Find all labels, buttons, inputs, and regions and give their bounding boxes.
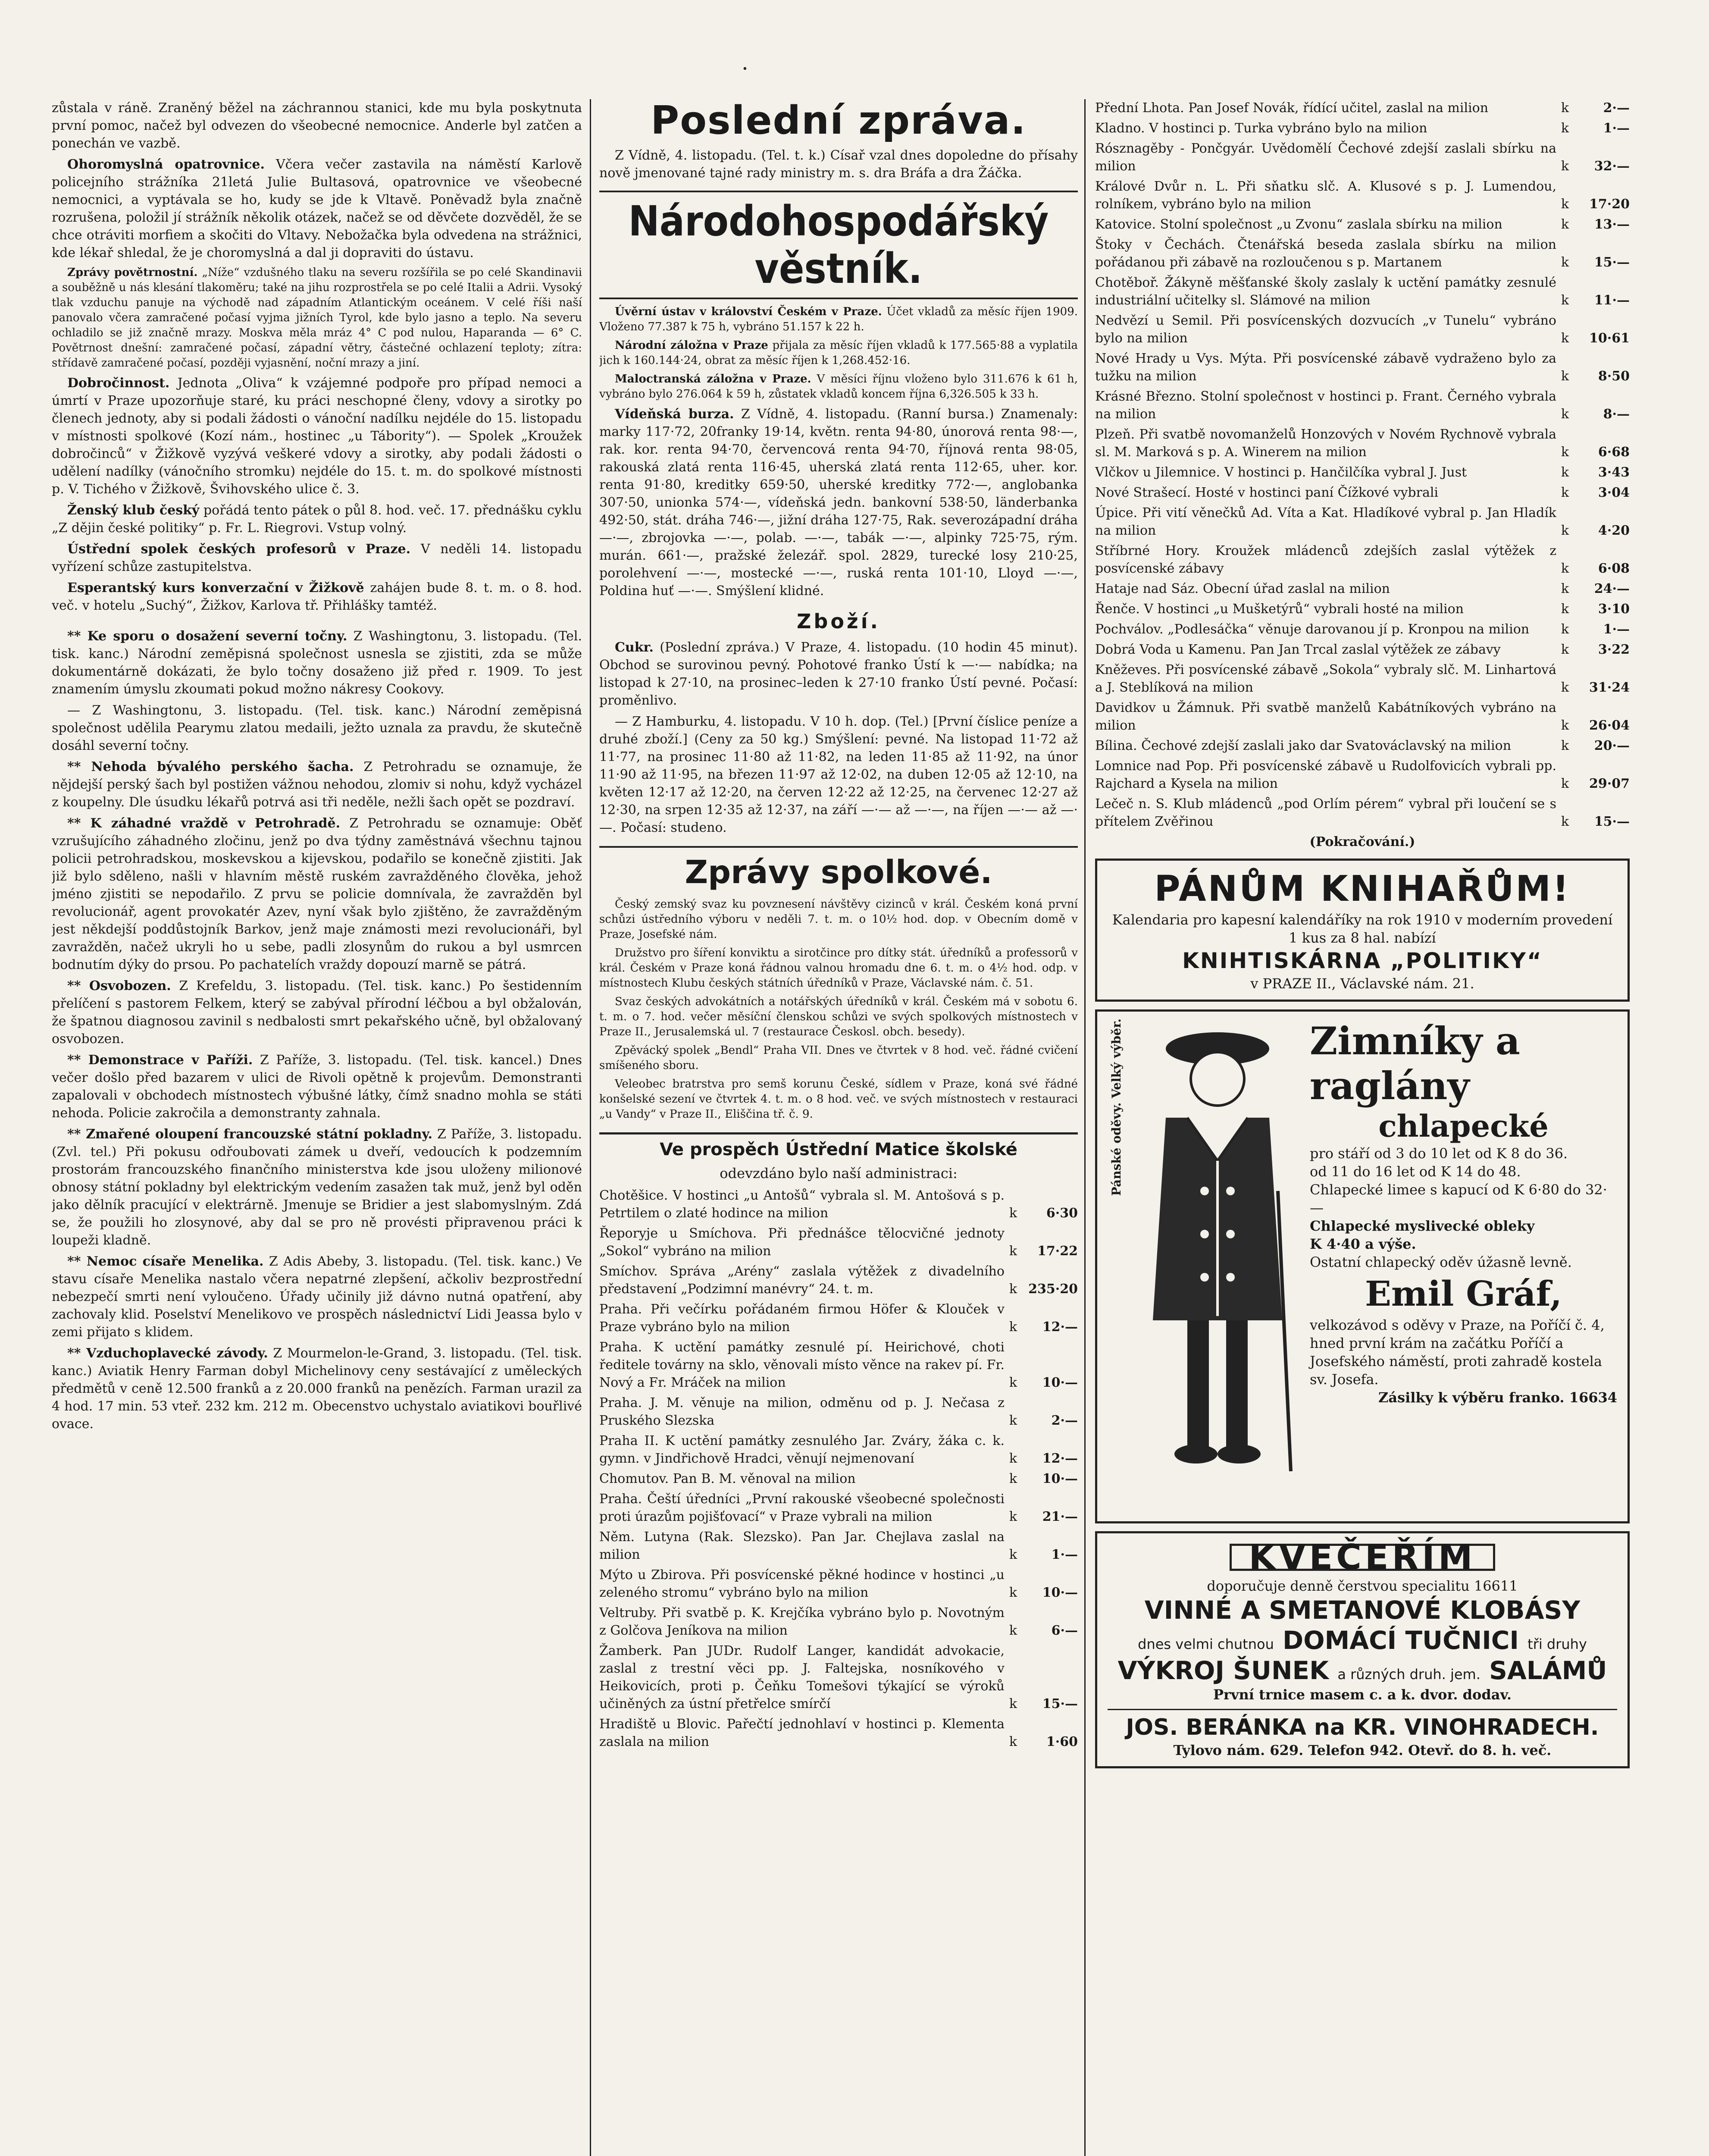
donation-text: Něm. Lutyna (Rak. Slezsko). Pan Jar. Chejlava zaslal na milion — [599, 1529, 1005, 1562]
donation-amount: 3·22 — [1598, 642, 1630, 657]
donation-item — [1095, 119, 1630, 137]
section-heading: Zprávy spolkové. — [599, 846, 1078, 892]
ad-line: První trnice masem c. a k. dvor. dodav. — [1213, 1686, 1512, 1703]
donation-currency: k — [1009, 1509, 1017, 1524]
donation-item — [1095, 236, 1630, 271]
ad-address: v PRAZE II., Václavské nám. 21. — [1250, 975, 1474, 992]
paragraph — [52, 1125, 582, 1249]
paragraph-label: ** Nemoc císaře Menelika. — [67, 1254, 264, 1269]
donation-item — [1095, 737, 1630, 755]
donation-item — [1095, 542, 1630, 577]
donation-amount: 8·— — [1603, 407, 1630, 422]
paragraph-label: ** Demonstrace v Paříži. — [67, 1053, 253, 1068]
paragraph-label: Esperantský kurs konverzační v Žižkově — [67, 580, 364, 595]
paragraph-text: Z Paříže, 3. listopadu. (Zvl. tel.) Při pokusu odřoubovati zámek u dveří, vedoucích k podzemním prostorám francouzského finančního ministerstva kde jsou uloženy milionové obnosy státní pokladny byl elektrickým vedením zasažen tak muž, jenž byl oděn jako dělník pracující v elektrárně. Jmenuje se Bridier a jest slabomyslným. Zdá se, že použili ho zlosynové, aby dal se pro ně provésti připravenou práci k loupeži kladně. — [52, 1127, 582, 1248]
donation-amount: 4·20 — [1598, 523, 1630, 538]
paragraph — [52, 977, 582, 1048]
donation-currency: k — [1561, 814, 1569, 829]
donation-text: Štoky v Čechách. Čtenářská beseda zaslala sbírku na milion pořádanou při zábavě na rozloučenou s p. Martanem — [1095, 237, 1556, 270]
paragraph-text: Z Washingtonu, 3. listopadu. (Tel. tisk. kanc.) Národní zeměpisná společnost usnesla se zjistiti, zda se může dokumentárně dokázati, že bylo točny dosaženo již před r. 1909. To jest znamením úmyslu zkoumati pokud možno nákresy Cookovy. — [52, 629, 582, 697]
donation-item — [599, 1263, 1078, 1298]
paragraph-text: Účet vkladů za měsíc říjen 1909. Vloženo 77.387 k 75 h, vybráno 51.157 k 22 h. — [599, 305, 1078, 333]
donation-amount: 2·— — [1603, 100, 1630, 116]
donation-amount: 2·— — [1051, 1413, 1078, 1428]
ad-subtitle: chlapecké — [1378, 1108, 1549, 1144]
donation-currency: k — [1561, 121, 1569, 136]
donation-amount: 3·43 — [1598, 465, 1630, 480]
paragraph — [52, 815, 582, 974]
donation-text: Mýto u Zbirova. Při posvícenské pěkné hodince v hostinci „u zeleného stromu“ vybráno bylo na milion — [599, 1567, 1005, 1600]
donation-item — [599, 1432, 1078, 1467]
donation-currency: k — [1561, 293, 1569, 308]
paragraph-text: Z Petrohradu se oznamuje, že nějdejší perský šach byl postižen vážnou nehodou, zlomiv si nohu, když vycházel z koupelny. Dle úsudku lékařů potrvá asi tři neděle, nežli šach opět se pozdraví. — [52, 759, 582, 810]
donation-item — [1095, 388, 1630, 423]
newspaper-page — [43, 99, 1664, 2156]
donation-currency: k — [1561, 581, 1569, 596]
donation-amount: 1·60 — [1046, 1734, 1078, 1749]
paragraph-text: Včera večer zastavila na náměstí Karlově policejního strážníka 21letá Julie Bultasová, opatrovnice ve všeobecné nemocnici, a vyptávala se ho, kudy se jde k Vltavě. Poněvadž byla značně rozrušena, položil jí strážník několik otázek, načež se od děvčete dozvěděl, že se chce otráviti morfiem a skočiti do Vltavy. Nebožačka byla odvedena na strážnici, kde lékař shledal, že je choromyslná a dal ji dopraviti do ústavu. — [52, 157, 582, 260]
paragraph-label: Vídeňská burza. — [615, 407, 734, 422]
donation-amount: 13·— — [1594, 217, 1630, 232]
donation-amount: 29·07 — [1589, 776, 1630, 791]
paragraph-label: Maloctranská záložna v Praze. — [615, 373, 811, 385]
donation-item — [1095, 274, 1630, 309]
donation-currency: k — [1561, 561, 1569, 576]
donation-currency: k — [1561, 159, 1569, 174]
ad-firm: Emil Gráf, — [1365, 1273, 1562, 1314]
paragraph-label: ** Vzduchoplavecké závody. — [67, 1346, 268, 1361]
donation-item — [599, 1490, 1078, 1526]
ad-sausages — [1095, 1531, 1630, 1768]
paragraph: — Z Washingtonu, 3. listopadu. (Tel. tisk. kanc.) Národní zeměpisná společnost udělila Pearymu zlatou medaili, ježto uznala za pravdu, že skutečně dosáhl severní točny. — [52, 703, 582, 753]
donation-item — [1095, 140, 1630, 175]
donation-item — [1095, 216, 1630, 233]
donation-text: Vlčkov u Jilemnice. V hostinci p. Hančilčíka vybral J. Just — [1095, 465, 1467, 480]
donation-currency: k — [1561, 738, 1569, 753]
donation-currency: k — [1561, 485, 1569, 500]
donation-currency: k — [1009, 1206, 1017, 1221]
ad-line: Chlapecké myslivecké obleky — [1310, 1218, 1535, 1234]
donation-currency: k — [1009, 1585, 1017, 1600]
ad-line-part: tři druhy — [1527, 1636, 1587, 1652]
donation-item — [1095, 312, 1630, 347]
donation-currency: k — [1009, 1413, 1017, 1428]
donation-amount: 6·— — [1051, 1623, 1078, 1638]
paragraph: Zpěvácký spolek „Bendl“ Praha VII. Dnes ve čtvrtek v 8 hod. več. řádné cvičení smíšeného sboru. — [599, 1044, 1078, 1072]
paragraph-label: ** Nehoda bývalého perského šacha. — [67, 759, 354, 774]
paragraph — [599, 338, 1078, 368]
column-rule — [590, 99, 591, 2156]
donation-amount: 24·— — [1594, 581, 1630, 596]
paragraph-label: Ústřední spolek českých profesorů v Praze. — [67, 542, 411, 557]
donation-item — [599, 1566, 1078, 1601]
donation-amount: 1·— — [1603, 622, 1630, 637]
donation-currency: k — [1009, 1471, 1017, 1486]
donation-text: Praha. Čeští úředníci „První rakouské všeobecné společnosti proti úrazům pojišťovací“ v Praze vybrali na milion — [599, 1492, 1005, 1524]
ad-line: od 11 do 16 let od K 14 do 48. — [1310, 1163, 1521, 1180]
donation-text: Davidkov u Žámnuk. Při svatbě manželů Kabátníkových vybráno na milion — [1095, 700, 1556, 733]
ad-side-text: Pánské oděvy. Velký výběr. — [1109, 1018, 1124, 1196]
paragraph-label: Ohoromyslná opatrovnice. — [67, 157, 265, 172]
continued-note: (Pokračování.) — [1309, 834, 1415, 849]
column-middle — [599, 99, 1078, 2156]
paragraph: Český zemský svaz ku povznesení návštěvy cizinců v král. Českém koná první schůzi ústředního výboru v neděli 7. t. m. o 10½ hod. dop. v Obecním domě v Praze, Josefské nám. — [599, 898, 1078, 941]
donation-text: Praha II. K uctění památky zesnulého Jar. Zváry, žáka c. k. gymn. v Jindřichově Hradci, věnují nejmenovaní — [599, 1433, 1005, 1466]
donation-text: Krásné Březno. Stolní společnost v hostinci p. Frant. Černého vybrala na milion — [1095, 389, 1556, 422]
paragraph-text: Z Vídně, 4. listopadu. (Ranní bursa.) Znamenaly: marky 117·72, 20franky 19·14, květn. renta 94·80, únorová renta 98·—, rak. kor. renta 94·70, červencová renta 94·70, říjnová renta 98·05, rakouská zlatá renta 116·45, uherská zlatá renta 112·65, uher. kor. renta 91·80, kreditky 659·50, uherské kreditky 772·—, anglobanka 307·50, unionka 574·—, vídeňská jedn. bankovní 538·50, länderbanka 492·50, stát. dráha 746·—, jižní dráha 127·75, Rak. severozápadní dráha —·—, zbrojovka —·—, polab. —·—, tabák —·—, alpinky 725·75, rým. murán. 661·—, pražské železář. spol. 2829, turecké losy 210·25, porolehvení —·—, mostecké —·—, ruská renta 101·10, Lloyd —·—, Poldina huť —·—. Smýšlení klidné. — [599, 407, 1078, 599]
donation-amount: 12·— — [1042, 1319, 1078, 1335]
print-mark: · — [742, 56, 748, 81]
donation-item — [1095, 757, 1630, 793]
ad-line-part: SALÁMŮ — [1489, 1656, 1607, 1685]
weather-report — [52, 265, 582, 371]
ad-line: VINNÉ A SMETANOVÉ KLOBÁSY — [1144, 1595, 1581, 1625]
donation-amount: 3·10 — [1598, 602, 1630, 617]
paragraph — [52, 579, 582, 614]
donation-currency: k — [1009, 1547, 1017, 1562]
paragraph: Z Vídně, 4. listopadu. (Tel. t. k.) Císař vzal dnes dopoledne do přísahy nově jmenované tajné rady ministry m. s. dra Bráfa a dra Žáčka. — [599, 148, 1078, 181]
paragraph: — Z Hamburku, 4. listopadu. V 10 h. dop. (Tel.) [První číslice peníze a druhé zboží.] (Ceny za 50 kg.) Smýšlení: pevné. Na listopad 11·72 až 11·77, na prosinec 11·80 až 11·82, na leden 11·85 až 11·92, na únor 11·90 až 11·95, na březen 11·97 až 12·02, na duben 12·05 až 12·10, na květen 12·17 až 12·20, na červen 12·22 až 12·25, na červenec 12·27 až 12·30, na srpen 12·35 až 12·37, na září —·— až —·—, na říjen —·— až —·—. Počasí: studeno. — [599, 714, 1078, 835]
ad-title: PÁNŮM KNIHAŘŮM! — [1154, 868, 1571, 909]
paragraph — [599, 372, 1078, 402]
donation-currency: k — [1561, 369, 1569, 384]
ad-tail: Zásilky k výběru franko. 16634 — [1378, 1389, 1617, 1406]
donation-amount: 10·— — [1042, 1375, 1078, 1390]
ad-line-part: a různých druh. jem. — [1337, 1666, 1481, 1683]
donation-text: Králové Dvůr n. L. Při sňatku slč. A. Klusové s p. J. Lumendou, rolníkem, vybráno bylo na milion — [1095, 179, 1556, 212]
donation-currency: k — [1561, 622, 1569, 637]
donation-text: Řeporyje u Smíchova. Při přednášce tělocvičné jednoty „Sokol“ vybráno na milion — [599, 1226, 1005, 1259]
ad-line: pro stáří od 3 do 10 let od K 8 do 36. — [1310, 1145, 1568, 1162]
donation-amount: 32·— — [1594, 159, 1630, 174]
donation-amount: 6·68 — [1598, 445, 1630, 460]
donation-item — [599, 1225, 1078, 1260]
donation-amount: 10·61 — [1589, 331, 1630, 346]
donation-amount: 21·— — [1042, 1509, 1078, 1524]
donation-item — [1095, 504, 1630, 539]
paragraph — [52, 156, 582, 262]
donation-item — [1095, 795, 1630, 830]
donation-currency: k — [1009, 1696, 1017, 1711]
donation-text: Řenče. V hostinci „u Mušketýrů“ vybrali hosté na milion — [1095, 602, 1464, 617]
donation-currency: k — [1561, 217, 1569, 232]
donation-currency: k — [1009, 1623, 1017, 1638]
paragraph-label: ** K záhadné vraždě v Petrohradě. — [67, 816, 341, 831]
paragraph — [52, 1344, 582, 1433]
donation-amount: 6·30 — [1046, 1206, 1078, 1221]
donation-currency: k — [1009, 1375, 1017, 1390]
donation-currency: k — [1561, 523, 1569, 538]
donation-currency: k — [1561, 331, 1569, 346]
donation-currency: k — [1561, 255, 1569, 270]
donation-amount: 20·— — [1594, 738, 1630, 753]
paragraph-text: zahájen bude 8. t. m. o 8. hod. več. v hotelu „Suchý“, Žižkov, Karlova tř. Přihlášky tamtéž. — [52, 580, 582, 613]
donation-text: Kladno. V hostinci p. Turka vybráno bylo na milion — [1095, 121, 1427, 136]
paragraph-label: Dobročinnost. — [67, 376, 170, 391]
donation-currency: k — [1561, 718, 1569, 733]
donation-text: Nedvězí u Semil. Při posvícenských dozvucích „v Tunelu“ vybráno bylo na milion — [1095, 313, 1556, 346]
donation-currency: k — [1561, 776, 1569, 791]
ad-title: Zimníky a raglány — [1310, 1018, 1520, 1108]
donation-item — [1095, 426, 1630, 461]
donation-currency: k — [1009, 1282, 1017, 1297]
donation-text: Nové Strašecí. Hosté v hostinci paní Čížkové vybrali — [1095, 485, 1439, 500]
paragraph-text: Z Krefeldu, 3. listopadu. (Tel. tisk. kanc.) Po šestidenním přelíčení s pastorem Felkem, který se zabýval přírodní léčbou a byl obžalován, že špatnou diagnosou zavinil s nedbalosti smrt pekařského učně, byl obžalovaný osvobozen. — [52, 978, 582, 1047]
donation-currency: k — [1561, 465, 1569, 480]
donation-amount: 6·08 — [1598, 561, 1630, 576]
paragraph: Svaz českých advokátních a notářských úředníků v král. Českém má v sobotu 6. t. m. o 7. hod. večer měsíční členskou schůzi ve svých spolkových místnostech v Praze II., Jerusalemská ul. 7 (restaurace Českosl. obch. besedy). — [599, 995, 1078, 1038]
paragraph-label: ** Ke sporu o dosažení severní točny. — [67, 629, 347, 644]
paragraph: Družstvo pro šíření konviktu a sirotčince pro dítky stát. úředníků a professorů v král. Českém v Praze koná řádnou valnou hromadu dne 6. t. m. o 4½ hod. odp. v místnostech Klubu českých státních úředníků v Praze, Václavské nám. č. 51. — [599, 946, 1078, 990]
paragraph-label: Národní záložna v Praze — [615, 339, 768, 352]
ad-title: KVEČEŘÍM — [1230, 1544, 1496, 1571]
donation-text: Hradiště u Blovic. Pařečtí jednohlaví v hostinci p. Klementa zaslala na milion — [599, 1717, 1005, 1749]
donation-list — [1095, 99, 1630, 830]
donation-amount: 26·04 — [1589, 718, 1630, 733]
paragraph-text: pořádá tento pátek o půl 8. hod. več. 17. přednášku cyklu „Z dějin české politiky“ p. Fr. L. Riegrovi. Vstup volný. — [52, 503, 582, 536]
ad-line: Chlapecké limee s kapucí od K 6·80 do 32·— — [1310, 1181, 1607, 1216]
ad-address: Tylovo nám. 629. Telefon 942. Otevř. do 8. h. več. — [1173, 1742, 1552, 1758]
ad-line: Ostatní chlapecký oděv úžasně levně. — [1310, 1254, 1572, 1270]
paragraph — [52, 1253, 582, 1341]
paragraph-label: ** Zmařené oloupení francouzské státní pokladny. — [67, 1127, 433, 1142]
donation-currency: k — [1561, 602, 1569, 617]
donation-text: Veltruby. Při svatbě p. K. Krejčíka vybráno bylo p. Novotným z Golčova Jeníkova na milion — [599, 1605, 1005, 1638]
column-left — [52, 99, 582, 2156]
paragraph-label: Zprávy povětrnostní. — [67, 266, 198, 279]
donation-amount: 10·— — [1042, 1585, 1078, 1600]
section-heading: Poslední zpráva. — [651, 99, 1027, 143]
donation-amount: 8·50 — [1598, 369, 1630, 384]
paragraph — [52, 540, 582, 576]
donation-amount: 31·24 — [1589, 680, 1630, 695]
column-right — [1095, 99, 1630, 2156]
donation-item — [599, 1394, 1078, 1429]
section-heading: Národohospodářský věstník. — [599, 191, 1078, 299]
ad-coats — [1095, 1009, 1630, 1523]
paragraph-text: „Níže“ vzdušného tlaku na severu rozšířila se po celé Skandinavii a souběžně u nás klesání tlakoměru; také na jihu rozprostřela se po celé Italii a Adrii. Vysoký tlak vzduchu panuje na východě nad západním Atlantickým oceánem. V celé říši naší panovalo včera zamračené počasí vyjma jižních Tyrol, kde bylo jasno a teplo. Na severu ochladilo se již značně mrazy. Moskva měla mráz 4° C pod nulou, Haparanda — 6° C. Povětrnost dnešní: zamračené počasí, západní větry, částečné ochlazení teploty; zítra: střídavě zamračené počasí, později vyjasnění, noční mrazy a jiní. — [52, 266, 582, 370]
boy-illustration — [1136, 1018, 1299, 1514]
section-subheading: odevzdáno bylo naší administraci: — [720, 1165, 958, 1181]
donation-amount: 235·20 — [1028, 1282, 1078, 1297]
donation-item — [1095, 699, 1630, 734]
donation-item — [1095, 350, 1630, 385]
donation-currency: k — [1009, 1244, 1017, 1259]
donation-text: Nové Hrady u Vys. Mýta. Při posvícenské zábavě vydraženo bylo za tužku na milion — [1095, 351, 1556, 384]
donation-amount: 12·— — [1042, 1451, 1078, 1466]
donation-item — [599, 1187, 1078, 1222]
donation-item — [1095, 620, 1630, 638]
section-heading: Ve prospěch Ústřední Matice školské — [599, 1132, 1078, 1160]
ad-lines — [1310, 1144, 1617, 1271]
donation-text: Chotěšice. V hostinci „u Antošů“ vybrala sl. M. Antošová s p. Petrtilem o zlaté hodince na milion — [599, 1188, 1005, 1221]
paragraph: zůstala v ráně. Zraněný běžel na záchrannou stanici, kde mu byla poskytnuta první pomoc, načež byl odvezen do všeobecné nemocnice. Anderle byl zatčen a ponechán ve vazbě. — [52, 100, 582, 151]
paragraph-text: Z Adis Abeby, 3. listopadu. (Tel. tisk. kanc.) Ve stavu císaře Menelika nastalo včera nepatrné zlepšení, ačkoliv bezprostřední nebezpečí smrti není vyloučeno. Úřady učinily již dávno nutná opatření, aby zachovaly klid. Poselství Menelikovo ve prospěch následnictví Lidi Jeassa bylo v zemi přijato s klidem. — [52, 1254, 582, 1340]
donation-currency: k — [1561, 642, 1569, 657]
donation-amount: 1·— — [1051, 1547, 1078, 1562]
paragraph-label: ** Osvobozen. — [67, 978, 171, 993]
ad-line: K 4·40 a výše. — [1310, 1236, 1416, 1252]
donation-item — [599, 1470, 1078, 1488]
paragraph-text: Z Petrohradu se oznamuje: Oběť vzrušujícího záhadného zločinu, jenž po dva týdny zaměstnává všechnu tajnou policii petrohradskou, moskevskou a kijevskou, podařilo se konečně zjistiti. Jak již bylo sděleno, našli v hlavním městě ruském zavražděného člověka, jehož jméno zjistiti se nepodařilo. Z prvu se policie domnívala, že zavražděn byl revolucionář, agent provokatér Azev, nyní však bylo zjištěno, že zavražděným jest někdejší poddůstojník Barkov, jenž maje známosti mezi revolucionáři, byl zavražděn, načež ukryli ho u sebe, padli zlosynům do rukou a byl usmrcen bodnutím dýky do prsou. Po pachatelích vraždy dopouzí marně se pátrá. — [52, 816, 582, 972]
donation-text: Úpice. Při vití věnečků Ad. Víta a Kat. Hladíkové vybral p. Jan Hladík na milion — [1095, 505, 1556, 538]
column-rule — [1084, 99, 1086, 2156]
donation-text: Smíchov. Správa „Arény“ zaslala výtěžek z divadelního představení „Podzimní manévry“ 24. t. m. — [599, 1264, 1005, 1297]
donation-item — [1095, 464, 1630, 481]
ad-bookbinders — [1095, 859, 1630, 1002]
paragraph — [599, 304, 1078, 335]
paragraph-label: Ženský klub český — [67, 503, 200, 518]
ad-text: velkozávod s oděvy v Praze, na Poříčí č. 4, hned první krám na začátku Poříčí a Josefského náměstí, proti zahradě kostela sv. Josefa. — [1310, 1317, 1605, 1388]
donation-currency: k — [1561, 197, 1569, 212]
donation-text: Kněževes. Při posvícenské zábavě „Sokola“ vybraly slč. M. Linhartová a J. Steblíková na milion — [1095, 662, 1556, 695]
donation-currency: k — [1009, 1319, 1017, 1335]
ad-intro: doporučuje denně čerstvou specialitu 16611 — [1207, 1578, 1518, 1594]
donation-item — [1095, 641, 1630, 658]
donation-item — [599, 1642, 1078, 1713]
paragraph-text: Z Mourmelon-le-Grand, 3. listopadu. (Tel. tisk. kanc.) Aviatik Henry Farman dobyl Michelinovy ceny sestávající z uměleckých předmětů v ceně 12.500 franků a z 20.000 franků na penězích. Farman urazil za 4 hod. 17 min. 53 vteř. 232 km. 212 m. Obecenstvo uchystalo aviatikovi bouřlivé ovace. — [52, 1346, 582, 1432]
donation-text: Hataje nad Sáz. Obecní úřad zaslal na milion — [1095, 581, 1390, 596]
paragraph-label: Úvěrní ústav v království Českém v Praze. — [615, 305, 882, 318]
donation-currency: k — [1009, 1734, 1017, 1749]
ad-firm: KNIHTISKÁRNA „POLITIKY“ — [1182, 948, 1543, 973]
paragraph-text: (Poslední zpráva.) V Praze, 4. listopadu. (10 hodin 45 minut). Obchod se surovinou pevný. Pohotové franko Ústí k —·— nabídka; na listopad k 27·10, na prosinec–leden k 27·10 franko Ústí pevné. Počasí: proměnlivo. — [599, 640, 1078, 708]
donation-text: Dobrá Voda u Kamenu. Pan Jan Trcal zaslal výtěžek ze zábavy — [1095, 642, 1501, 657]
ad-line — [1108, 1625, 1617, 1655]
donation-item — [1095, 600, 1630, 618]
paragraph — [52, 501, 582, 537]
ad-text: Kalendaria pro kapesní kalendáříky na rok 1910 v moderním provedení 1 kus za 8 hal. nabízí — [1112, 912, 1613, 946]
donation-item — [1095, 580, 1630, 598]
donation-currency: k — [1561, 100, 1569, 116]
paragraph-label: Cukr. — [615, 640, 654, 655]
donation-item — [599, 1715, 1078, 1751]
donation-amount: 15·— — [1594, 814, 1630, 829]
donation-text: Katovice. Stolní společnost „u Zvonu“ zaslala sbírku na milion — [1095, 217, 1502, 232]
paragraph-text: Z Paříže, 3. listopadu. (Tel. tisk. kancel.) Dnes večer došlo před bazarem v ulici de Rivoli opětně k projevům. Demonstranti zapalovali v obchodech místnostech výbušné látky, čímž snadno mohla se státi nehoda. Policie zakročila a demonstranty zahnala. — [52, 1053, 582, 1121]
donation-text: Praha. Při večírku pořádaném firmou Höfer & Klouček v Praze vybráno bylo na milion — [599, 1302, 1005, 1335]
donation-text: Chotěboř. Žákyně měšťanské školy zaslaly k uctění památky zesnulé industriální učitelky sl. Slámové na milion — [1095, 275, 1556, 308]
donation-amount: 15·— — [1042, 1696, 1078, 1711]
donation-text: Bílina. Čechové zdejší zaslali jako dar Svatováclavský na milion — [1095, 738, 1512, 753]
paragraph — [599, 405, 1078, 600]
paragraph: Veleobec bratrstva pro semš korunu České, sídlem v Praze, koná své řádné konšelské sezení ve čtvrtek 4. t. m. o 8 hod. več. ve svých místnostech v restauraci „u Vandy“ v Praze II., Eliščina tř. č. 9. — [599, 1078, 1078, 1121]
donation-item — [1095, 661, 1630, 696]
paragraph — [52, 374, 582, 498]
donation-item — [599, 1528, 1078, 1564]
ad-firm: JOS. BERÁNKA na KR. VINOHRADECH. — [1108, 1709, 1617, 1741]
donation-text: Stříbrné Hory. Kroužek mládenců zdejších zaslal výtěžek z posvícenské zábavy — [1095, 543, 1556, 576]
paragraph — [599, 639, 1078, 709]
donation-text: Praha. K uctění památky zesnulé pí. Heirichové, choti ředitele továrny na sklo, věnovali místo věnce na rakev pí. Fr. Nový a Fr. Mráček na milion — [599, 1340, 1005, 1390]
donation-item — [599, 1300, 1078, 1336]
donation-item — [1095, 99, 1630, 117]
donation-amount: 17·22 — [1037, 1244, 1078, 1259]
donation-text: Lečeč n. S. Klub mládenců „pod Orlím pérem“ vybral při loučení se s přítelem Zvěřinou — [1095, 796, 1556, 829]
donation-amount: 17·20 — [1589, 197, 1630, 212]
donation-text: Žamberk. Pan JUDr. Rudolf Langer, kandidát advokacie, zaslal z trestní věci pp. J. Faltejska, nosníkového v Heikovicích, proti p. Čeňku Tomešovi týkající se výroků učiněných za ústní přetřelce smírčí — [599, 1643, 1005, 1711]
donation-text: Chomutov. Pan B. M. věnoval na milion — [599, 1471, 856, 1486]
donation-item — [1095, 178, 1630, 213]
donation-text: Lomnice nad Pop. Při posvícenské zábavě u Rudolfovicích vybrali pp. Rajchard a Kysela na milion — [1095, 758, 1556, 791]
section-heading: Zboží. — [797, 610, 880, 633]
donation-text: Plzeň. Při svatbě novomanželů Honzových v Novém Rychnově vybrala sl. M. Marková s p. A. Winerem na milion — [1095, 427, 1556, 460]
ad-line-part: DOMÁCÍ TUČNICI — [1283, 1626, 1519, 1655]
ad-line — [1108, 1655, 1617, 1686]
donation-item — [1095, 484, 1630, 501]
ad-line-part: dnes velmi chutnou — [1138, 1636, 1274, 1652]
donation-amount: 10·— — [1042, 1471, 1078, 1486]
donation-amount: 11·— — [1594, 293, 1630, 308]
donation-list — [599, 1187, 1078, 1751]
donation-item — [599, 1338, 1078, 1391]
paragraph — [52, 758, 582, 811]
donation-amount: 3·04 — [1598, 485, 1630, 500]
donation-amount: 15·— — [1594, 255, 1630, 270]
donation-currency: k — [1561, 680, 1569, 695]
paragraph — [52, 627, 582, 698]
paragraph-text: Jednota „Oliva“ k vzájemné podpoře pro případ nemoci a úmrtí v Praze upozorňuje staré, ku práci neschopné členy, vdovy a sirotky po členech jednoty, aby si podali žádosti o vánoční nadílku nejdéle do 15. listopadu v místnosti spolkové (Kozí nám., hostinec „u Tábority“). — Spolek „Kroužek dobročinců“ v Žižkově vyzývá veškeré vdovy a sirotky, aby podali žádosti o udělení nadílky (vánočního stromku) nejdéle do 15. t. m. do spolkové místnosti p. V. Tichého v Žižkově, Švihovského ulice č. 3. — [52, 376, 582, 497]
donation-currency: k — [1561, 445, 1569, 460]
paragraph-text: V neděli 14. listopadu vyřízení schůze zastupitelstva. — [52, 542, 582, 574]
donation-item — [599, 1604, 1078, 1639]
donation-text: Rósznagěby - Pončgyár. Uvědomělí Čechové zdejší zaslali sbírku na milion — [1095, 141, 1556, 174]
donation-currency: k — [1009, 1451, 1017, 1466]
donation-text: Pochválov. „Podlesáčka“ věnuje darovanou jí p. Kronpou na milion — [1095, 622, 1530, 637]
donation-text: Praha. J. M. věnuje na milion, odměnu od p. J. Nečasa z Pruského Slezska — [599, 1395, 1005, 1428]
paragraph-text: přijala za měsíc říjen vkladů k 177.565·88 a vyplatila jich k 160.144·24, obrat za měsíc říjen k 1,268.452·16. — [599, 339, 1078, 367]
paragraph — [52, 1051, 582, 1122]
donation-text: Přední Lhota. Pan Josef Novák, řídící učitel, zaslal na milion — [1095, 100, 1489, 116]
donation-amount: 1·— — [1603, 121, 1630, 136]
donation-currency: k — [1561, 407, 1569, 422]
paragraph-text: V měsíci říjnu vloženo bylo 311.676 k 61 h, vybráno bylo 276.064 k 59 h, zůstatek vkladů koncem října 6,326.505 k 33 h. — [599, 373, 1078, 401]
ad-line-part: VÝKROJ ŠUNEK — [1117, 1656, 1329, 1685]
